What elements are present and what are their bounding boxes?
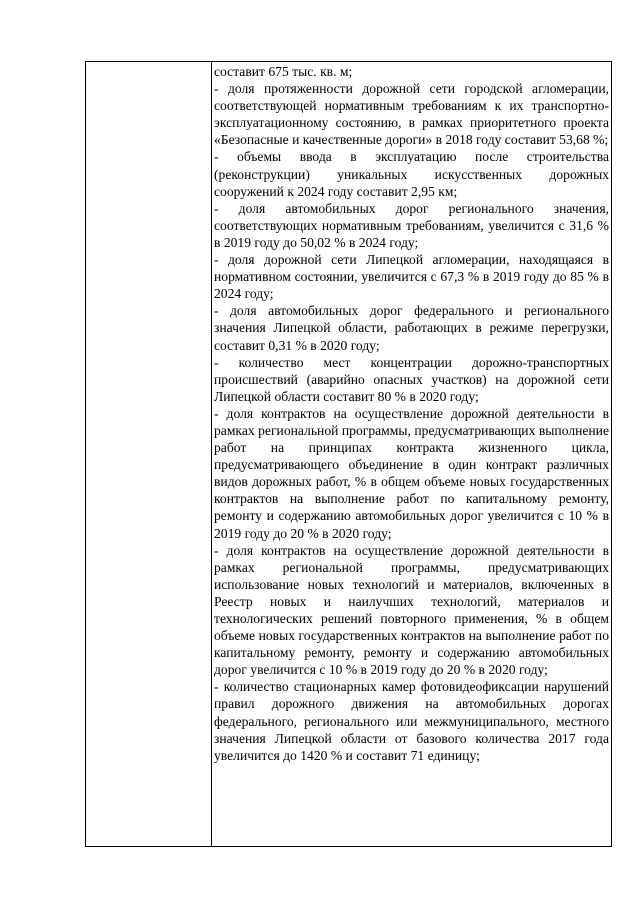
table-left-cell	[86, 62, 212, 846]
paragraph: - доля контрактов на осуществление дорожной деятельности в рамках региональной программы, предусматривающих использование новых технологий и материалов, включенных в Реестр новых и наилучших технологий, материалов и технологических решений повторного применения, % в общем объеме новых государственных контрактов на выполнение работ по капитальному ремонту, ремонту и содержанию автомобильных дорог увеличится с 10 % в 2019 году до 20 % в 2020 году;	[214, 542, 609, 678]
paragraph: - доля протяженности дорожной сети городской агломерации, соответствующей нормативным требованиям к их транспортно-эксплуатационному состоянию, в рамках приоритетного проекта «Безопасные и качественные дороги» в 2018 году составит 53,68 %;	[214, 81, 609, 148]
paragraph: составит 675 тыс. кв. м;	[214, 64, 353, 79]
paragraph: - объемы ввода в эксплуатацию после строительства (реконструкции) уникальных искусственных дорожных сооружений к 2024 году составит 2,95 км;	[214, 149, 609, 199]
document-table	[85, 61, 612, 847]
paragraph: - доля дорожной сети Липецкой агломерации, находящаяся в нормативном состоянии, увеличится с 67,3 % в 2019 году до 85 % в 2024 году;	[214, 252, 609, 302]
table-right-cell	[213, 62, 611, 764]
paragraph: - доля автомобильных дорог регионального значения, соответствующих нормативным требованиям, увеличится с 31,6 % в 2019 году до 50,02 % в 2024 году;	[214, 200, 609, 250]
paragraph: - доля автомобильных дорог федерального и регионального значения Липецкой области, работающих в режиме перегрузки, составит 0,31 % в 2020 году;	[214, 303, 609, 353]
paragraph: - количество стационарных камер фотовидеофиксации нарушений правил дорожного движения на автомобильных дорогах федерального, регионального или межмуниципального, местного значения Липецкой области от базового количества 2017 года увеличится до 1420 % и составит 71 единицу;	[214, 679, 609, 763]
paragraph: - количество мест концентрации дорожно-транспортных происшествий (аварийно опасных участков) на дорожной сети Липецкой области составит 80 % в 2020 году;	[214, 354, 609, 404]
paragraph: - доля контрактов на осуществление дорожной деятельности в рамках региональной программы, предусматривающих выполнение работ на принципах контракта жизненного цикла, предусматривающего объединение в один контракт различных видов дорожных работ, % в общем объеме новых государственных контрактов на выполнение работ по капитальному ремонту, ремонту и содержанию автомобильных дорог увеличится с 10 % в 2019 году до 20 % в 2020 году;	[214, 405, 609, 541]
